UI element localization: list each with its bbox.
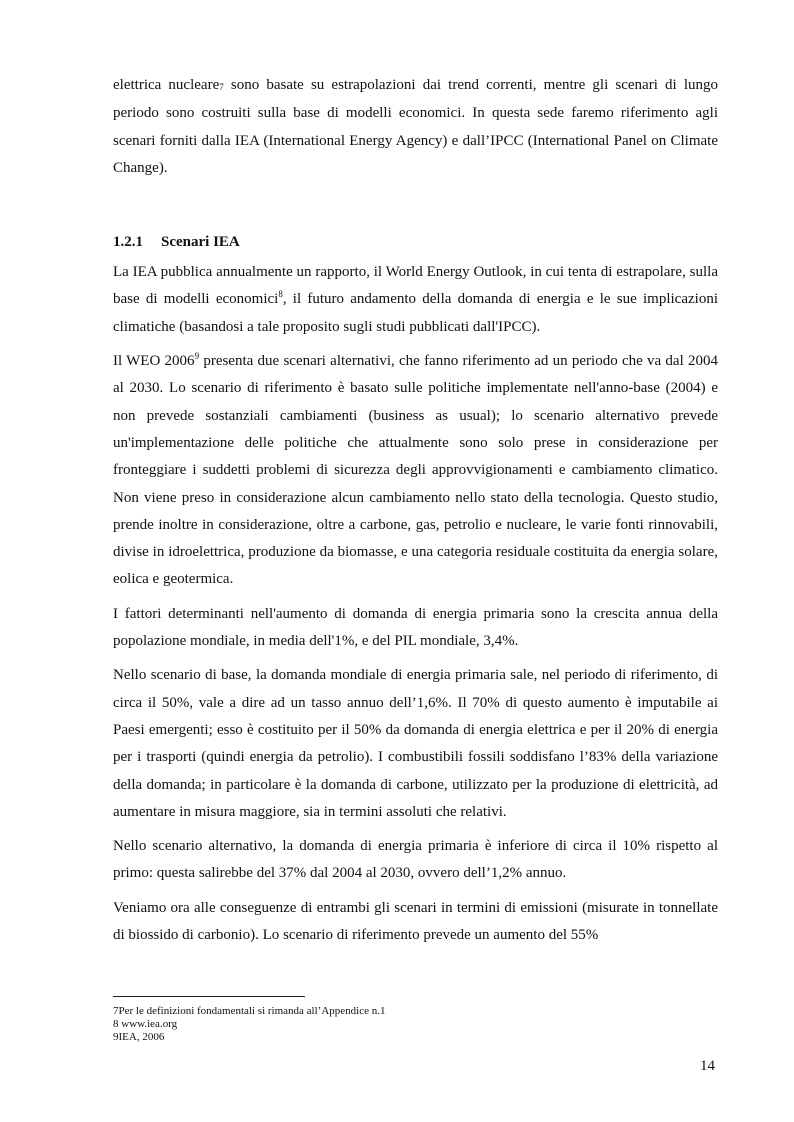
page-number: 14 [700, 1058, 715, 1074]
section-number: 1.2.1 [113, 234, 143, 251]
weo-text-start: Il WEO 2006 [113, 353, 195, 370]
page-body [113, 72, 718, 949]
footnote-ref-9[interactable]: 9 [194, 351, 200, 362]
footnote-7: 7Per le definizioni fondamentali si rimanda all’Appendice n.1 [113, 1005, 386, 1017]
intro-text-end: sono basate su estrapolazioni dai trend correnti, mentre gli scenari di lungo periodo sono costruiti sulla base di modelli economici. In questa sede faremo riferimento agli scenari forniti dalla IEA (International Energy Agency) e dall’IPCC (International Panel on Climate Change). [113, 77, 718, 176]
paragraph-iea [113, 259, 718, 341]
footnote-8: 8 www.iea.org [113, 1018, 178, 1030]
paragraph-intro [113, 72, 718, 182]
iea-text-end: , il futuro andamento della domanda di energia e le sue implicazioni climatiche (basandosi a tale proposito sugli studi pubblicati dall'IPCC). [113, 291, 718, 335]
paragraph-base-scenario: Nello scenario di base, la domanda mondiale di energia primaria sale, nel periodo di riferimento, di circa il 50%, vale a dire ad un tasso annuo dell’1,6%. Il 70% di questo aumento è imputabile ai Paesi emergenti; esso è costituito per il 50% da domanda di energia elettrica e per il 20% di energia per i trasporti (quindi energia da petrolio). I combustibili fossili soddisfano l’83% della variazione della domanda; in particolare è la domanda di carbone, utilizzato per la produzione di elettricità, ad aumentare in misura maggiore, sia in termini assoluti che relativi. [113, 667, 718, 820]
footnote-9: 9IEA, 2006 [113, 1031, 165, 1043]
paragraph-emissions: Veniamo ora alle conseguenze di entrambi gli scenari in termini di emissioni (misurate in tonnellate di biossido di carbonio). Lo scenario di riferimento prevede un aumento del 55% [113, 899, 718, 944]
footnote-ref-7[interactable]: 7 [219, 82, 224, 92]
footnote-ref-8[interactable]: 8 [278, 289, 283, 300]
section-heading [113, 229, 718, 256]
paragraph-factors: I fattori determinanti nell'aumento di domanda di energia primaria sono la crescita annua della popolazione mondiale, in media dell'1%, e del PIL mondiale, 3,4%. [113, 605, 718, 650]
paragraph-weo [113, 348, 718, 594]
footnote-divider [113, 996, 305, 997]
section-title: Scenari IEA [161, 234, 240, 251]
iea-text-start: La IEA pubblica annualmente un rapporto, il World Energy Outlook, in cui tenta di estrapolare, sulla base di modelli economici [113, 264, 718, 308]
intro-text-start: elettrica nucleare [113, 77, 220, 93]
paragraph-alternative-scenario: Nello scenario alternativo, la domanda di energia primaria è inferiore di circa il 10% rispetto al primo: questa salirebbe del 37% dal 2004 al 2030, ovvero dell’1,2% annuo. [113, 838, 718, 882]
footnotes [113, 1005, 718, 1044]
weo-text-end: presenta due scenari alternativi, che fanno riferimento ad un periodo che va dal 2004 al 2030. Lo scenario di riferimento è basato sulle politiche implementate nell'anno-base (2004) e non prevede sostanziali cambiamenti (business as usual); lo scenario alternativo prevede un'implementazione delle politiche che attualmente sono solo prese in considerazione per fronteggiare i suddetti problemi di sicurezza degli approvvigionamenti e cambiamento climatico. Non viene preso in considerazione alcun cambiamento nello stato della tecnologia. Questo studio, prende inoltre in considerazione, oltre a carbone, gas, petrolio e nucleare, le varie fonti rinnovabili, divise in idroelettrica, produzione da biomasse, e una categoria residuale costituita da energia solare, eolica e geotermica. [113, 353, 719, 588]
